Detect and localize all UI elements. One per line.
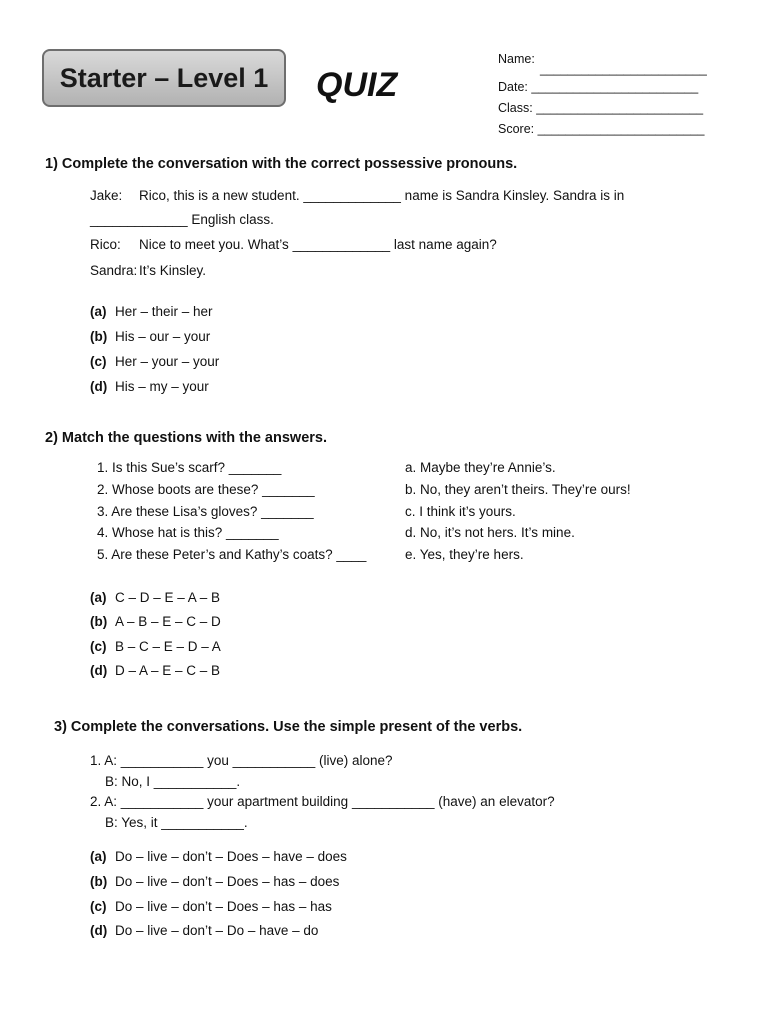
option-text: D – A – E – C – B [115, 663, 221, 678]
option-text: His – our – your [115, 329, 211, 344]
q2-option-a[interactable] [90, 590, 220, 605]
speaker-label: Rico: [90, 237, 121, 252]
match-answer: e. Yes, they’re hers. [405, 547, 524, 562]
name-blank: ________________________ [540, 62, 707, 76]
option-text: Do – live – don’t – Do – have – do [115, 923, 319, 938]
match-question: 3. Are these Lisa’s gloves? _______ [97, 504, 314, 519]
dialogue-line [90, 188, 624, 203]
option-text: Do – live – don’t – Does – has – does [115, 874, 340, 889]
option-letter: (c) [90, 899, 107, 914]
option-text: C – D – E – A – B [115, 590, 221, 605]
option-text: B – C – E – D – A [115, 639, 221, 654]
q3-option-b[interactable] [90, 874, 339, 889]
option-letter: (d) [90, 663, 108, 678]
class-line: Class: ________________________ [498, 101, 704, 115]
dialogue-text: It’s Kinsley. [139, 263, 207, 278]
question-2-heading: 2) Match the questions with the answers. [45, 430, 327, 446]
match-answer: b. No, they aren’t theirs. They’re ours! [405, 482, 631, 497]
match-answer: d. No, it’s not hers. It’s mine. [405, 525, 575, 540]
option-letter: (d) [90, 379, 108, 394]
option-letter: (c) [90, 639, 107, 654]
match-question: 2. Whose boots are these? _______ [97, 482, 315, 497]
q1-option-a[interactable] [90, 304, 213, 319]
option-letter: (c) [90, 354, 107, 369]
q1-option-b[interactable] [90, 329, 210, 344]
option-letter: (a) [90, 304, 107, 319]
speaker-label: Sandra: [90, 263, 138, 278]
conversation-line: B: No, I ___________. [105, 774, 241, 789]
option-text: Do – live – don’t – Does – has – has [115, 899, 332, 914]
dialogue-line [90, 263, 206, 278]
conversation-line: 1. A: ___________ you ___________ (live) alone? [90, 753, 393, 768]
q3-option-c[interactable] [90, 899, 332, 914]
quiz-title: QUIZ [316, 66, 398, 104]
q1-option-d[interactable] [90, 379, 209, 394]
q2-option-d[interactable] [90, 663, 220, 678]
speaker-label: Jake: [90, 188, 123, 203]
option-text: Do – live – don’t – Does – have – does [115, 849, 347, 864]
option-letter: (b) [90, 874, 108, 889]
dialogue-text: Rico, this is a new student. _____________ name is Sandra Kinsley. Sandra is in [139, 188, 625, 203]
q2-option-c[interactable] [90, 639, 221, 654]
option-letter: (b) [90, 329, 108, 344]
conversation-line: B: Yes, it ___________. [105, 815, 248, 830]
q3-option-d[interactable] [90, 923, 318, 938]
option-text: His – my – your [115, 379, 209, 394]
match-answer: a. Maybe they’re Annie’s. [405, 460, 556, 475]
date-line: Date: ________________________ [498, 80, 699, 94]
level-badge: Starter – Level 1 [42, 49, 286, 107]
match-question: 4. Whose hat is this? _______ [97, 525, 279, 540]
option-text: Her – your – your [115, 354, 220, 369]
q2-option-b[interactable] [90, 614, 221, 629]
q1-option-c[interactable] [90, 354, 219, 369]
option-text: A – B – E – C – D [115, 614, 221, 629]
score-line: Score: ________________________ [498, 122, 705, 136]
match-answer: c. I think it’s yours. [405, 504, 516, 519]
dialogue-text: Nice to meet you. What’s _____________ last name again? [139, 237, 497, 252]
option-letter: (a) [90, 590, 107, 605]
conversation-line: 2. A: ___________ your apartment building ___________ (have) an elevator? [90, 794, 555, 809]
q3-option-a[interactable] [90, 849, 347, 864]
dialogue-line [90, 237, 497, 252]
dialogue-text: _____________ English class. [90, 212, 274, 227]
option-letter: (a) [90, 849, 107, 864]
name-label: Name: [498, 52, 535, 66]
question-3-heading: 3) Complete the conversations. Use the simple present of the verbs. [54, 719, 523, 735]
option-text: Her – their – her [115, 304, 213, 319]
dialogue-line [90, 212, 274, 227]
option-letter: (b) [90, 614, 108, 629]
question-1-heading: 1) Complete the conversation with the correct possessive pronouns. [45, 156, 518, 172]
option-letter: (d) [90, 923, 108, 938]
match-question: 5. Are these Peter’s and Kathy’s coats? ____ [97, 547, 367, 562]
match-question: 1. Is this Sue’s scarf? _______ [97, 460, 282, 475]
